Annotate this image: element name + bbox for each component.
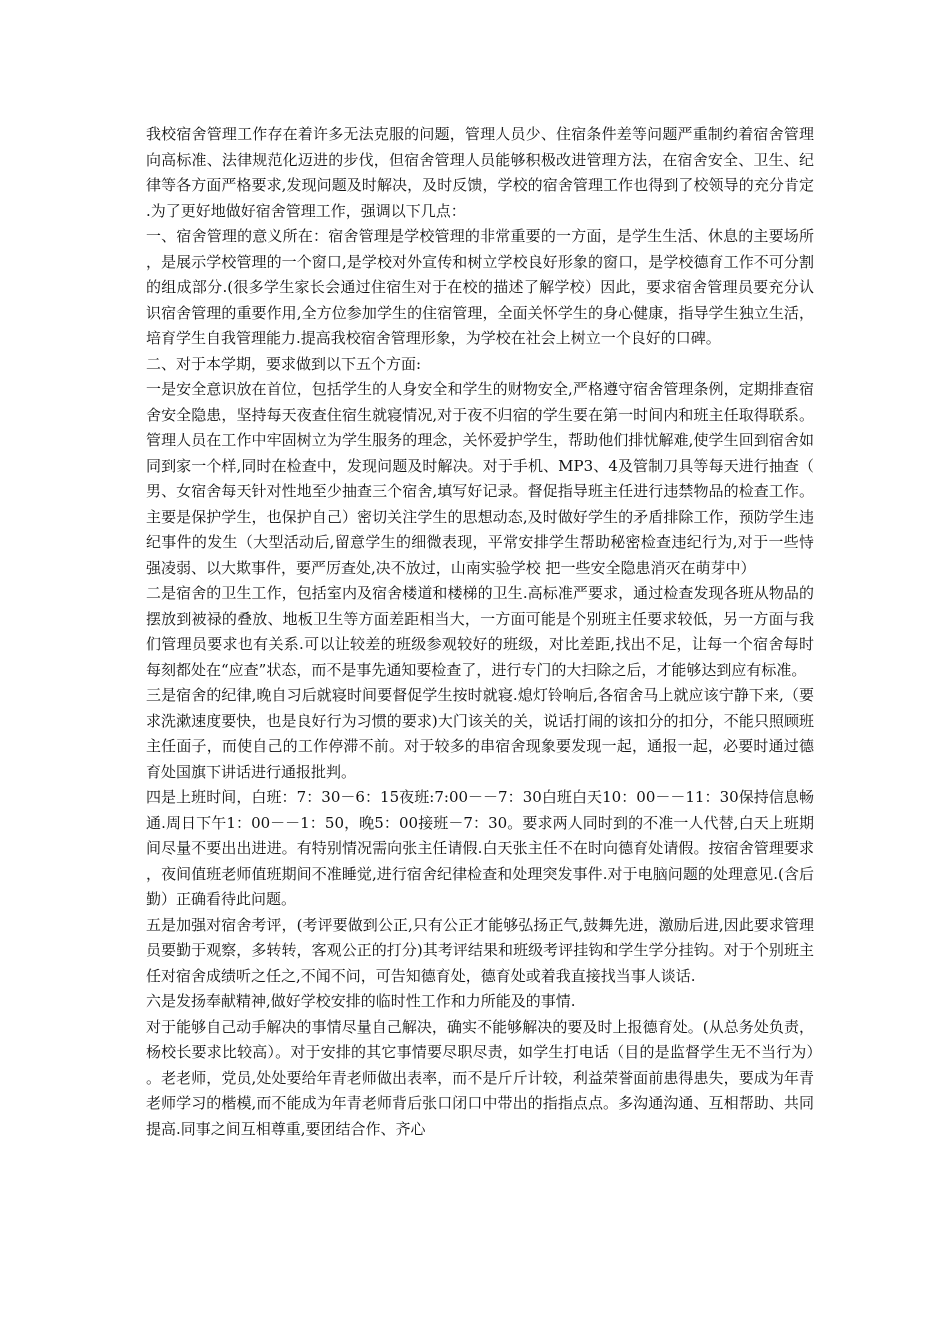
hygiene-paragraph: 二是宿舍的卫生工作，包括室内及宿舍楼道和楼梯的卫生.高标准严要求，通过检查发现各班从物品的摆放到被禄的叠放、地板卫生等方面差距相当大，一方面可能是个别班主任要求较低，另一方面与我们管理员要求也有关系.可以让较差的班级参观较好的班级，对比差距,找出不足，让每一个宿舍每时每刻都处在“应查”状态，而不是事先通知要检查了，进行专门的大扫除之后，才能够达到应有标准。 xyxy=(146,584,814,679)
closing-paragraph: 对于能够自己动手解决的事情尽量自己解决，确实不能够解决的要及时上报德育处。(从总务处负责，杨校长要求比较高）。对于安排的其它事情要尽职尽责，如学生打电话（目的是监督学生无不当行为）。老老师，党员,处处要给年青老师做出表率，而不是斤斤计较，利益荣誉面前患得患失，要成为年青老师学习的楷模,而不能成为年青老师背后张口闭口中带出的指指点点。多沟通沟通、互相帮助、共同提高.同事之间互相尊重,要团结合作、齐心 xyxy=(146,1017,814,1138)
section-2-heading: 二、对于本学期，要求做到以下五个方面: xyxy=(146,354,422,373)
safety-paragraph: 一是安全意识放在首位，包括学生的人身安全和学生的财物安全,严格遵守宿舍管理条例，定期排查宿舍安全隐患，坚持每天夜查住宿生就寝情况,对于夜不归宿的学生要在第一时间内和班主任取得联系。管理人员在工作中牢固树立为学生服务的理念，关怀爱护学生，帮助他们排忧解难,使学生回到宿舍如同到家一个样,同时在检查中，发现问题及时解决。对于手机、MP3、4及管制刀具等每天进行抽查（男、女宿舍每天针对性地至少抽查三个宿舍,填写好记录。督促指导班主任进行违禁物品的检查工作。主要是保护学生，也保护自己）密切关注学生的思想动态,及时做好学生的矛盾排除工作，预防学生违纪事件的发生（大型活动后,留意学生的细微表现，平常安排学生帮助秘密检查违纪行为,对于一些恃强凌弱、以大欺事件，要严厉查处,决不放过，山南实验学校 把一些安全隐患消灭在萌芽中） xyxy=(146,380,814,577)
intro-paragraph: 我校宿舍管理工作存在着许多无法克服的问题，管理人员少、住宿条件差等问题严重制约着宿舍管理向高标准、法律规范化迈进的步伐，但宿舍管理人员能够积极改进管理方法，在宿舍安全、卫生、纪律等各方面严格要求,发现问题及时解决，及时反馈，学校的宿舍管理工作也得到了校领导的充分肯定.为了更好地做好宿舍管理工作，强调以下几点： xyxy=(146,125,814,220)
schedule-paragraph: 四是上班时间，白班：7：30－6：15夜班:7:00－－7：30白班白天10：00－－11：30保持信息畅通.周日下午1：00－－1：50，晚5：00接班－7：30。要求两人同时到的不准一人代替,白天上班期间尽量不要出出进进。有特别情况需向张主任请假.白天张主任不在时向德育处请假。按宿舍管理要求，夜间值班老师值班期间不准睡觉,进行宿舍纪律检查和处理突发事件.对于电脑问题的处理意见.(含后勤）正确看待此问题。 xyxy=(146,788,814,908)
evaluation-paragraph: 五是加强对宿舍考评，(考评要做到公正,只有公正才能够弘扬正气,鼓舞先进，激励后进,因此要求管理员要勤于观察，多转转，客观公正的打分)其考评结果和班级考评挂钩和学生学分挂钩。对于个别班主任对宿舍成绩听之任之,不闻不问，可告知德育处，德育处或着我直接找当事人谈话. xyxy=(146,915,814,985)
discipline-paragraph: 三是宿舍的纪律,晚自习后就寝时间要督促学生按时就寝.熄灯铃响后,各宿舍马上就应该宁静下来,（要求洗漱速度要快，也是良好行为习惯的要求)大门该关的关，说话打闹的该扣分的扣分，不能只照顾班主任面子，而使自己的工作停滞不前。对于较多的串宿舍现象要发现一起，通报一起，必要时通过德育处国旗下讲话进行通报批判。 xyxy=(146,686,814,781)
document-body xyxy=(146,122,814,1142)
section-1-paragraph: 一、宿舍管理的意义所在：宿舍管理是学校管理的非常重要的一方面，是学生生活、休息的主要场所，是展示学校管理的一个窗口,是学校对外宣传和树立学校良好形象的窗口，是学校德育工作不可分割的组成部分.(很多学生家长会通过住宿生对于在校的描述了解学校）因此，要求宿舍管理员要充分认识宿舍管理的重要作用,全方位参加学生的住宿管理，全面关怀学生的身心健康，指导学生独立生活，培育学生自我管理能力.提高我校宿舍管理形象，为学校在社会上树立一个良好的口碑。 xyxy=(146,227,814,347)
dedication-paragraph: 六是发扬奉献精神,做好学校安排的临时性工作和力所能及的事情. xyxy=(146,992,576,1010)
